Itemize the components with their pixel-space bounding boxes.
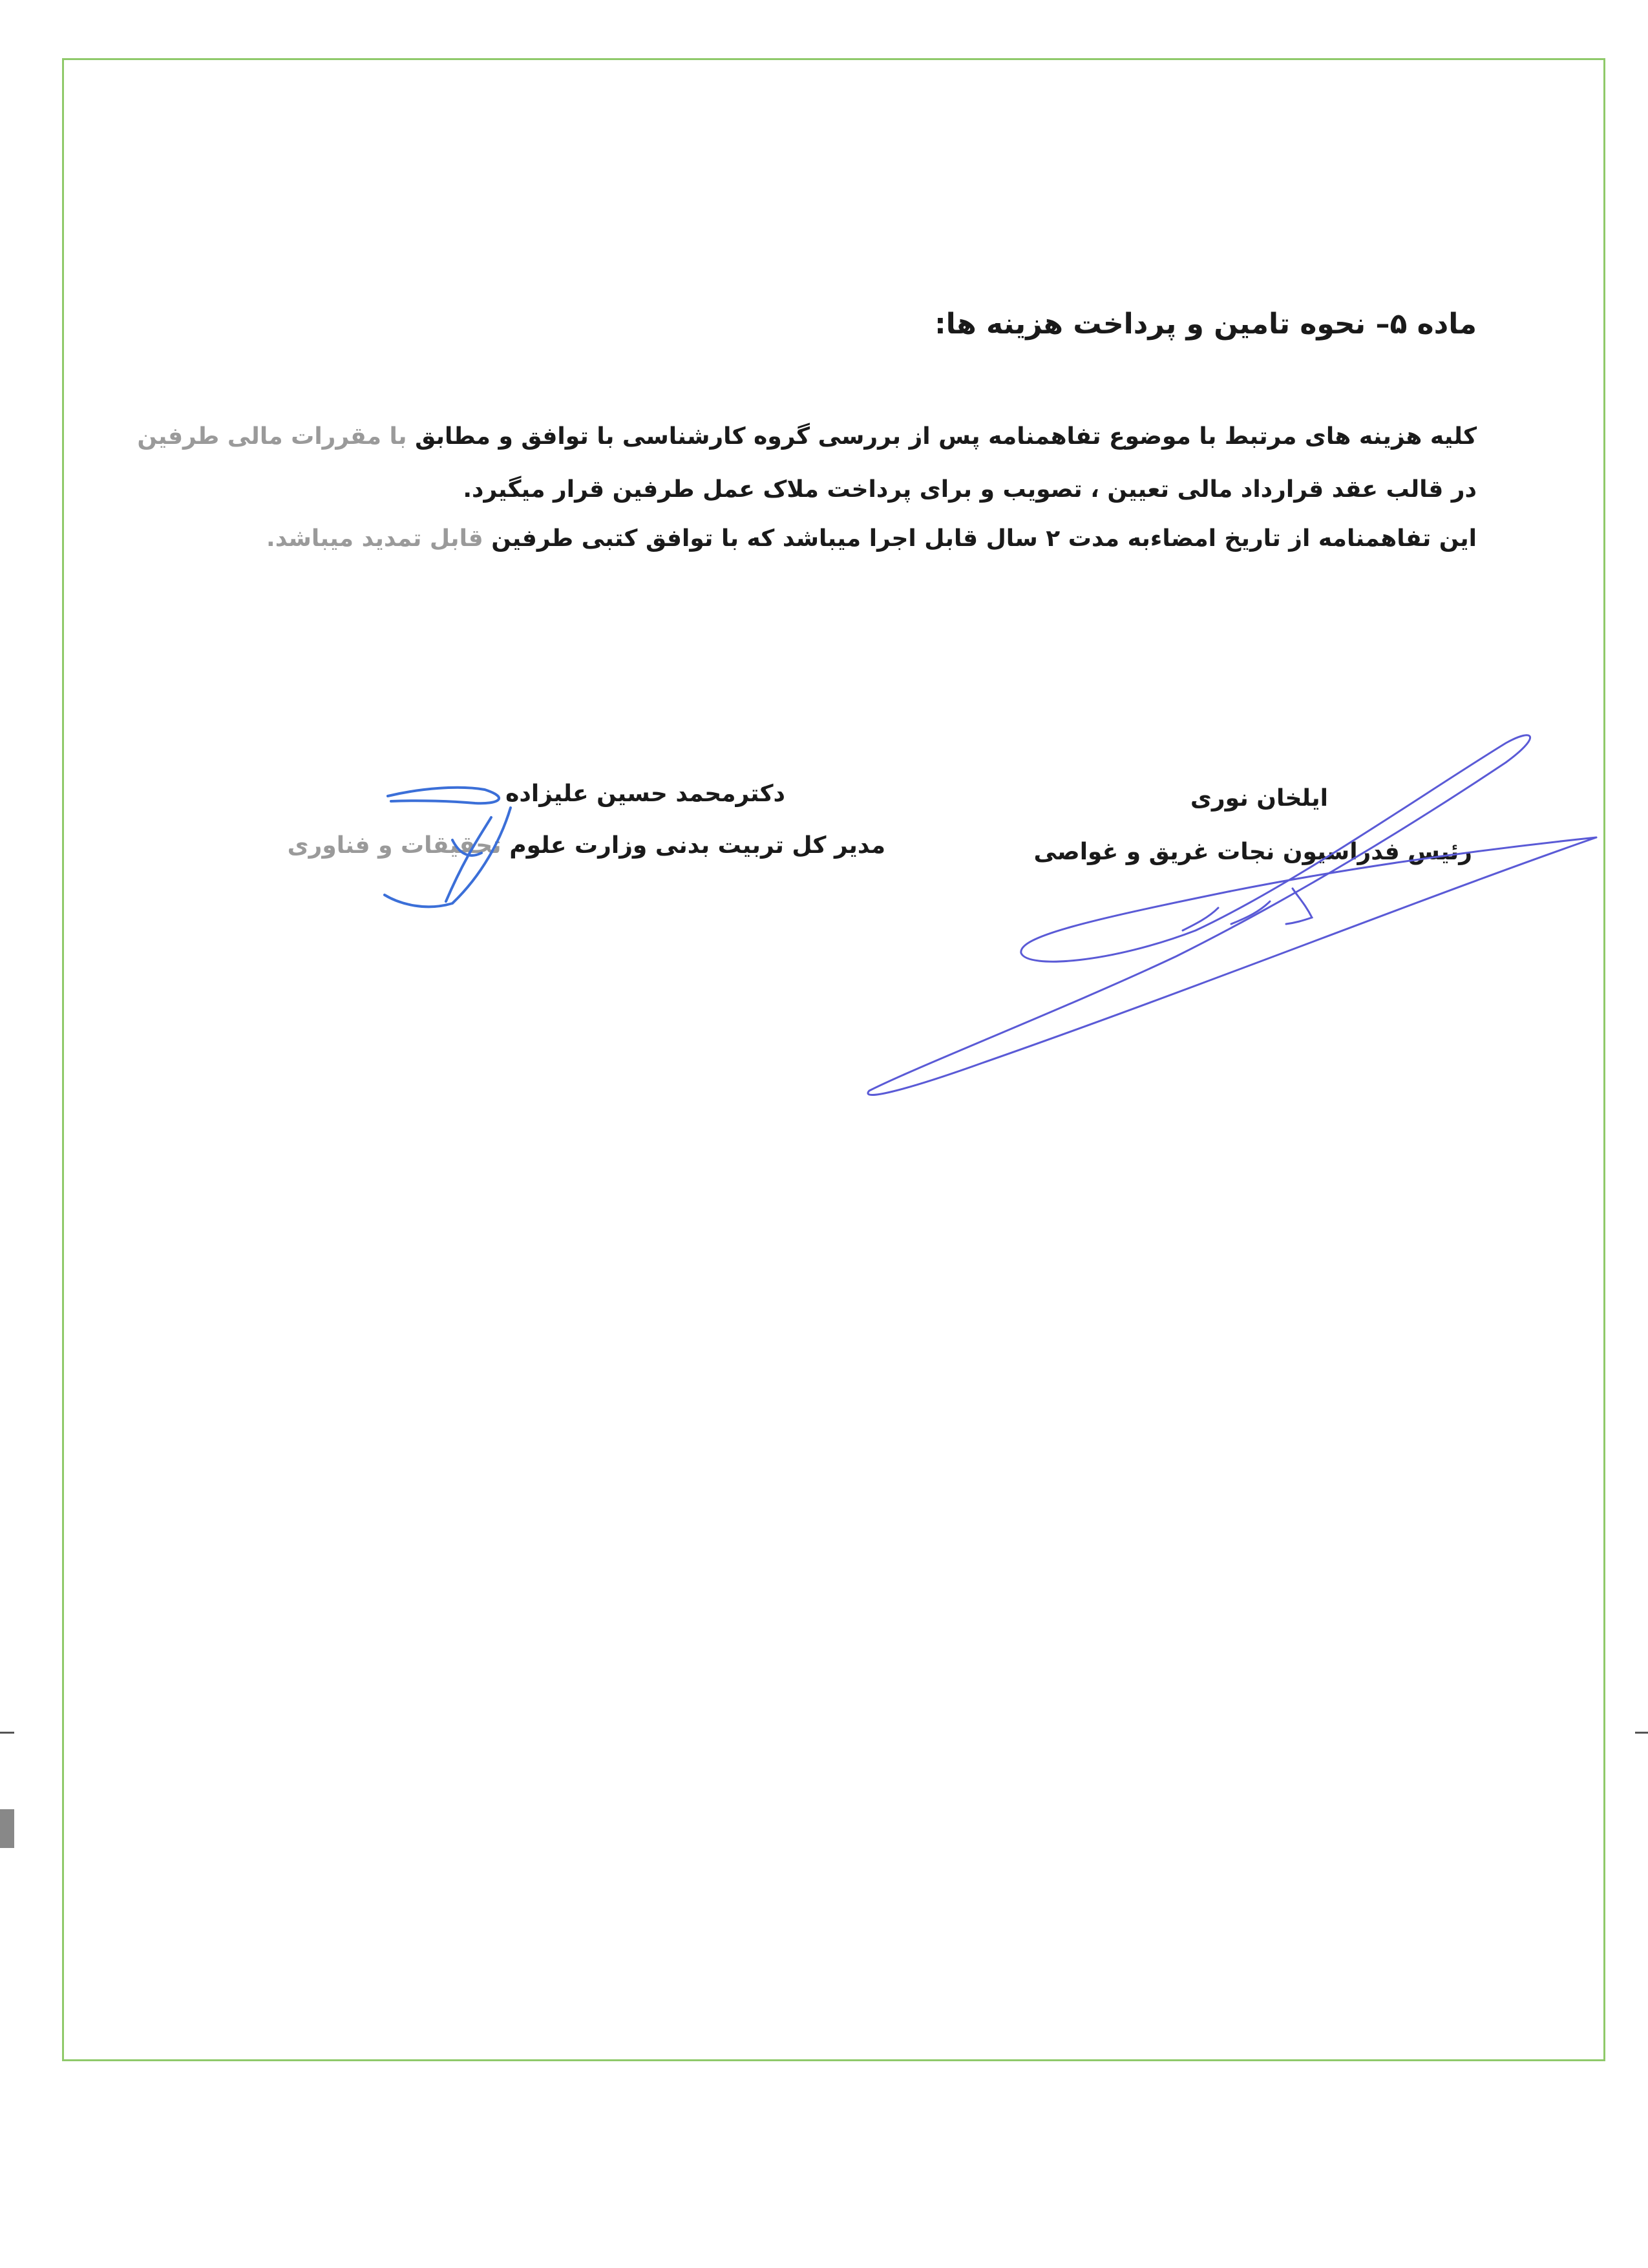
paragraph-line-1-faded: با مقررات مالی طرفین [137,423,416,450]
scan-edge-mark [0,1732,14,1734]
left-signatory-title [288,832,885,859]
paragraph-line-2: در قالب عقد قرارداد مالی تعیین ، تصویب و برای پرداخت ملاک عمل طرفین قرار میگیرد. [463,476,1477,503]
left-signatory-title-main: مدیر کل تربیت بدنی وزارت علوم [509,832,885,859]
right-signatory-name: ایلخان نوری [1190,785,1328,812]
right-signatory-title: رئیس فدراسیون نجات غریق و غواصی [1033,839,1472,865]
paragraph-line-3 [266,525,1477,552]
page-border [62,58,1605,2061]
paragraph-line-3-main: این تفاهمنامه از تاریخ امضاءبه مدت ۲ سال قابل اجرا میباشد که با توافق کتبی طرفین [491,525,1477,552]
paragraph-line-3-faded: قابل تمدید میباشد. [266,525,492,552]
paragraph-line-1 [137,423,1477,450]
left-signatory-name: دکترمحمد حسین علیزاده [505,781,785,807]
article-heading: ماده ۵– نحوه تامین و پرداخت هزینه ها: [935,308,1477,341]
scan-edge-mark [0,1809,14,1848]
scan-edge-mark [1635,1732,1648,1734]
paragraph-line-1-main: کلیه هزینه های مرتبط با موضوع تفاهمنامه پس از بررسی گروه کارشناسی با توافق و مطابق [415,423,1477,450]
left-signatory-title-faded: تحقیقات و فناوری [287,832,510,859]
